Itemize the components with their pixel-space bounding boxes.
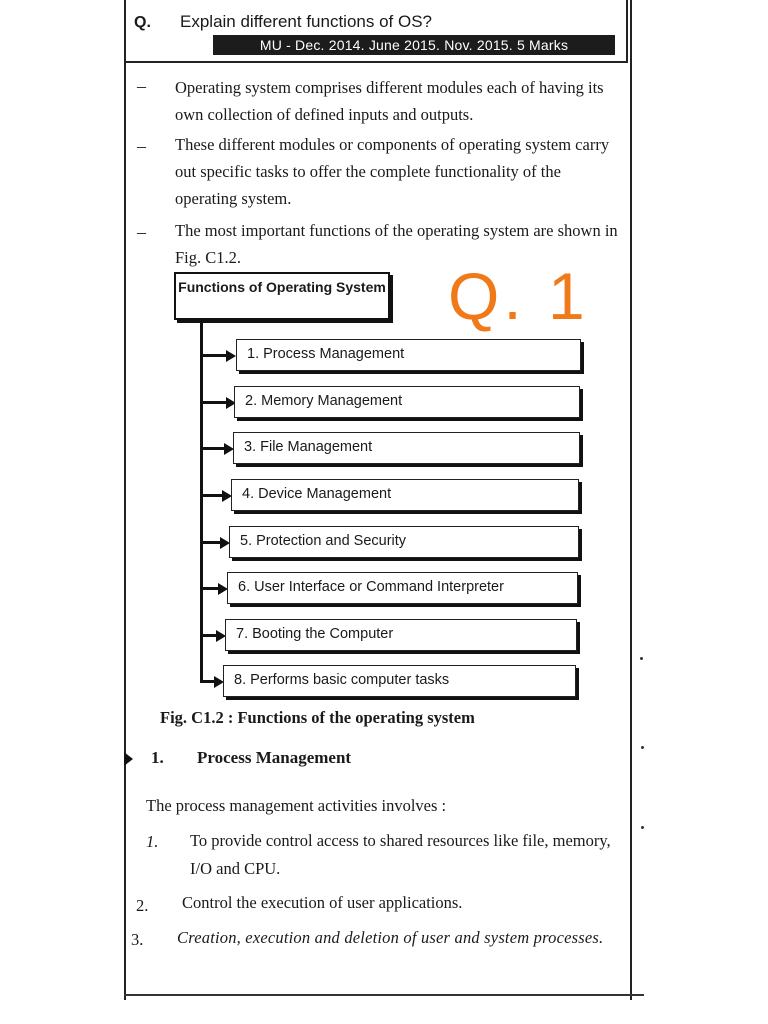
page-bottom-rule <box>124 994 644 996</box>
function-box-3: 3. File Management <box>233 432 580 464</box>
section-intro: The process management activities involves : <box>146 796 447 815</box>
function-box-6: 6. User Interface or Command Interpreter <box>227 572 578 604</box>
list-item: To provide control access to shared resources like file, memory, I/O and CPU. <box>190 831 611 878</box>
diagram-trunk-line <box>200 320 203 682</box>
figure-caption: Fig. C1.2 : Functions of the operating system <box>160 708 475 727</box>
scan-speck <box>641 746 644 749</box>
connector-line <box>200 354 228 357</box>
arrow-icon <box>226 350 236 362</box>
section-heading <box>124 748 351 768</box>
bullet-dash: – <box>137 222 146 242</box>
question-text: Explain different functions of OS? <box>180 12 433 31</box>
function-box-8: 8. Performs basic computer tasks <box>223 665 576 697</box>
connector-line <box>200 401 228 404</box>
list-item-number: 3. <box>131 930 144 949</box>
function-box-5: 5. Protection and Security <box>229 526 579 558</box>
section-number: 1. <box>151 748 164 767</box>
list-item-number: 1. <box>146 832 159 851</box>
connector-line <box>200 587 220 590</box>
list-item: Control the execution of user applications. <box>182 893 463 912</box>
bullet-dash: – <box>137 76 146 96</box>
function-box-1: 1. Process Management <box>236 339 581 371</box>
triangle-bullet-icon <box>124 752 133 766</box>
handwritten-annotation: Q. 1 <box>448 259 589 333</box>
intro-point-2: These different modules or components of operating system carry out specific tasks to offer the complete functionality of the operating system. <box>175 135 610 208</box>
exam-tag: MU - Dec. 2014. June 2015. Nov. 2015. 5 Marks <box>213 35 615 55</box>
intro-point-3: The most important functions of the operating system are shown in Fig. C1.2. <box>175 221 618 267</box>
function-box-2: 2. Memory Management <box>234 386 580 418</box>
connector-line <box>200 494 224 497</box>
function-box-4: 4. Device Management <box>231 479 579 511</box>
scan-speck <box>641 826 644 829</box>
scan-speck <box>640 657 643 660</box>
connector-line <box>200 541 222 544</box>
bullet-dash: – <box>137 136 146 156</box>
intro-point-1: Operating system comprises different modules each of having its own collection of defined inputs and outputs. <box>175 78 604 124</box>
function-box-7: 7. Booting the Computer <box>225 619 577 651</box>
diagram-root-box: Functions of Operating System <box>174 272 390 320</box>
connector-line <box>200 447 226 450</box>
list-item-number: 2. <box>136 896 149 915</box>
section-title: Process Management <box>197 748 352 767</box>
list-item: Creation, execution and deletion of user and system processes. <box>177 928 604 947</box>
question-label: Q. <box>134 14 151 31</box>
